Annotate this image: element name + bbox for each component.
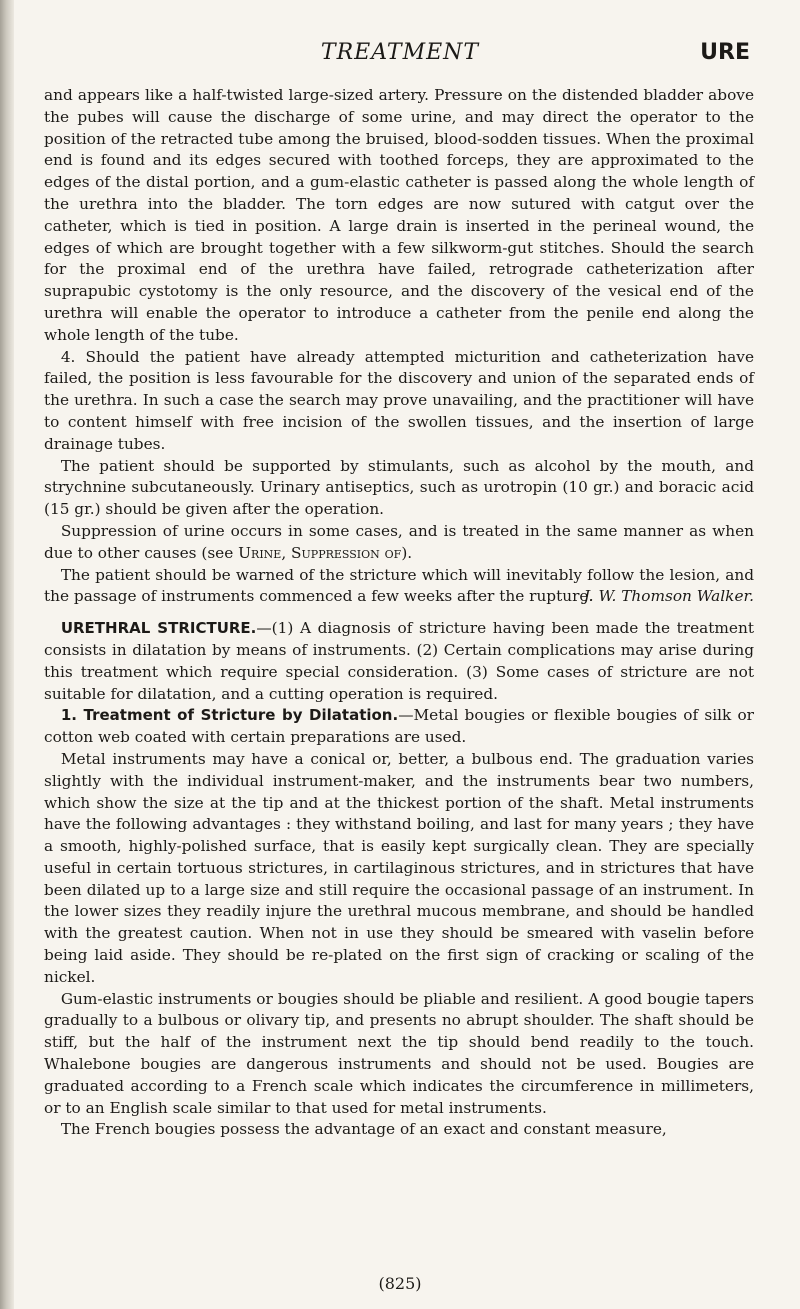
paragraph: The patient should be supported by stimulants, such as alcohol by the mouth, and strychnine subcutaneously. Urinary antiseptics, such as urotropin (10 gr.) and boracic acid (15 gr.) should be given after the operation.	[44, 456, 754, 519]
paragraph-text: Suppression of urine occurs in some cases, and is treated in the same manner as when due to other causes (see	[44, 521, 754, 562]
page-binding-edge	[0, 0, 14, 1309]
paragraph-text: —Metal bougies or flexible bougies of silk or cotton web coated with certain preparations are used.	[44, 706, 754, 747]
section-tag: URE	[700, 40, 750, 65]
section-heading: URETHRAL STRICTURE.	[60, 619, 257, 638]
running-title: TREATMENT	[320, 40, 480, 65]
page-header	[0, 40, 800, 70]
paragraph-text: ).	[401, 543, 413, 562]
paragraph: The French bougies possess the advantage of an exact and constant measure,	[60, 1120, 667, 1139]
body-text	[44, 85, 754, 1141]
paragraph: The patient should be warned of the stricture which will inevitably follow the lesion, and the passage of instruments commenced a few weeks after the rupture.	[44, 565, 754, 606]
paragraph	[44, 521, 754, 565]
author-signature: J. W. Thomson Walker.	[583, 587, 754, 606]
section-gap	[44, 608, 754, 618]
paragraph: Metal instruments may have a conical or, better, a bulbous end. The graduation varies slightly with the individual instrument-maker, and the instruments bear two numbers, which show the size at the tip and at the thickest portion of the shaft. Metal instruments have the following advantages : they withstand boiling, and last for many years ; they have a smooth, highly-polished surface, that is easily kept surgically clean. They are specially useful in certain tortuous strictures, in cartilaginous strictures, and in strictures that have been dilated up to a large size and still require the occasional passage of an instrument. In the lower sizes they readily injure the urethral mucous membrane, and should be handled with the greatest caution. When not in use they should be smeared with vaselin before being laid aside. They should be re-plated on the first sign of cracking or scaling of the nickel.	[44, 749, 754, 986]
subsection-heading: 1. Treatment of Stricture by Dilatation.	[60, 706, 399, 725]
cross-reference: Urine, Suppression of	[238, 543, 402, 562]
page-number: (825)	[378, 1274, 422, 1293]
paragraph: and appears like a half-twisted large-sized artery. Pressure on the distended bladder above the pubes will cause the discharge of some urine, and may direct the operator to the position of the retracted tube among the bruised, blood-sodden tissues. When the proximal end is found and its edges secured with toothed forceps, they are approximated to the edges of the distal portion, and a gum-elastic catheter is passed along the whole length of the urethra into the bladder. The torn edges are now sutured with catgut over the catheter, which is tied in position. A large drain is inserted in the perineal wound, the edges of which are brought together with a few silkworm-gut stitches. Should the search for the proximal end of the urethra have failed, retrograde catheterization after suprapubic cystotomy is the only resource, and the discovery of the vesical end of the urethra will enable the operator to introduce a catheter from the penile end along the whole length of the tube.	[44, 86, 754, 344]
paragraph	[44, 705, 754, 749]
paragraph: Gum-elastic instruments or bougies should be pliable and resilient. A good bougie tapers gradually to a bulbous or olivary tip, and presents no abrupt shoulder. The shaft should be stiff, but the half of the instrument next the tip should bend readily to the touch. Whalebone bougies are dangerous instruments and should not be used. Bougies are graduated according to a French scale which indicates the circumference in millimeters, or to an English scale similar to that used for metal instruments.	[44, 989, 754, 1117]
paragraph: 4. Should the patient have already attempted micturition and catheterization have failed, the position is less favourable for the discovery and union of the separated ends of the urethra. In such a case the search may prove unavailing, and the practitioner will have to content himself with free incision of the swollen tissues, and the insertion of large drainage tubes.	[44, 347, 754, 453]
paragraph	[44, 618, 754, 705]
paragraph-text: —(1) A diagnosis of stricture having been made the treatment consists in dilatation by means of instruments. (2) Certain complications may arise during this treatment which require special consideration. (3) Some cases of stricture are not suitable for dilatation, and a cutting operation is required.	[44, 619, 754, 703]
